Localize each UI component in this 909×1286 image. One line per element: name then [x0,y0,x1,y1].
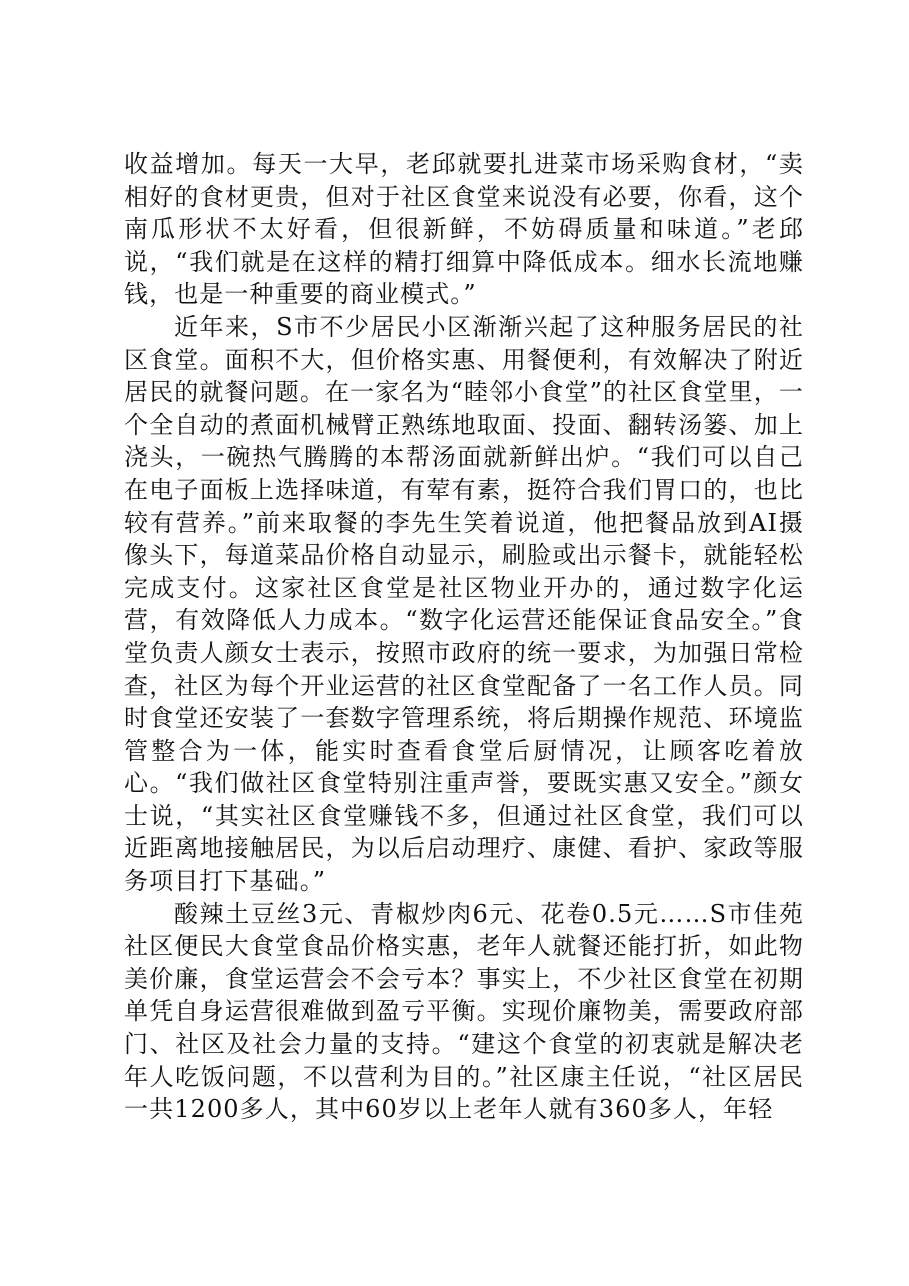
article-body [124,148,804,1126]
paragraph-2: 近年来，S市不少居民小区渐渐兴起了这种服务居民的社区食堂。面积不大，但价格实惠、用餐便利，有效解决了附近居民的就餐问题。在一家名为“睦邻小食堂”的社区食堂里，一个全自动的煮面机械臂正熟练地取面、投面、翻转汤篓、加上浇头，一碗热气腾腾的本帮汤面就新鲜出炉。“我们可以自己在电子面板上选择味道，有荤有素，挺符合我们胃口的，也比较有营养。”前来取餐的李先生笑着说道，他把餐品放到AI摄像头下，每道菜品价格自动显示，刷脸或出示餐卡，就能轻松完成支付。这家社区食堂是社区物业开办的，通过数字化运营，有效降低人力成本。“数字化运营还能保证食品安全。”食堂负责人颜女士表示，按照市政府的统一要求，为加强日常检查，社区为每个开业运营的社区食堂配备了一名工作人员。同时食堂还安装了一套数字管理系统，将后期操作规范、环境监管整合为一体，能实时查看食堂后厨情况，让顾客吃着放心。“我们做社区食堂特别注重声誉，要既实惠又安全。”颜女士说，“其实社区食堂赚钱不多，但通过社区食堂，我们可以近距离地接触居民，为以后启动理疗、康健、看护、家政等服务项目打下基础。” [124,312,804,896]
paragraph-1: 收益增加。每天一大早，老邱就要扎进菜市场采购食材，“卖相好的食材更贵，但对于社区食堂来说没有必要，你看，这个南瓜形状不太好看，但很新鲜，不妨碍质量和味道。”老邱说，“我们就是在这样的精打细算中降低成本。细水长流地赚钱，也是一种重要的商业模式。” [124,150,804,309]
paragraph-3: 酸辣土豆丝3元、青椒炒肉6元、花卷0.5元……S市佳苑社区便民大食堂食品价格实惠，老年人就餐还能打折，如此物美价廉，食堂运营会不会亏本？事实上，不少社区食堂在初期单凭自身运营很难做到盈亏平衡。实现价廉物美，需要政府部门、社区及社会力量的支持。“建这个食堂的初衷就是解决老年人吃饭问题，不以营利为目的。”社区康主任说，“社区居民一共1200多人，其中60岁以上老年人就有360多人，年轻 [124,899,804,1124]
